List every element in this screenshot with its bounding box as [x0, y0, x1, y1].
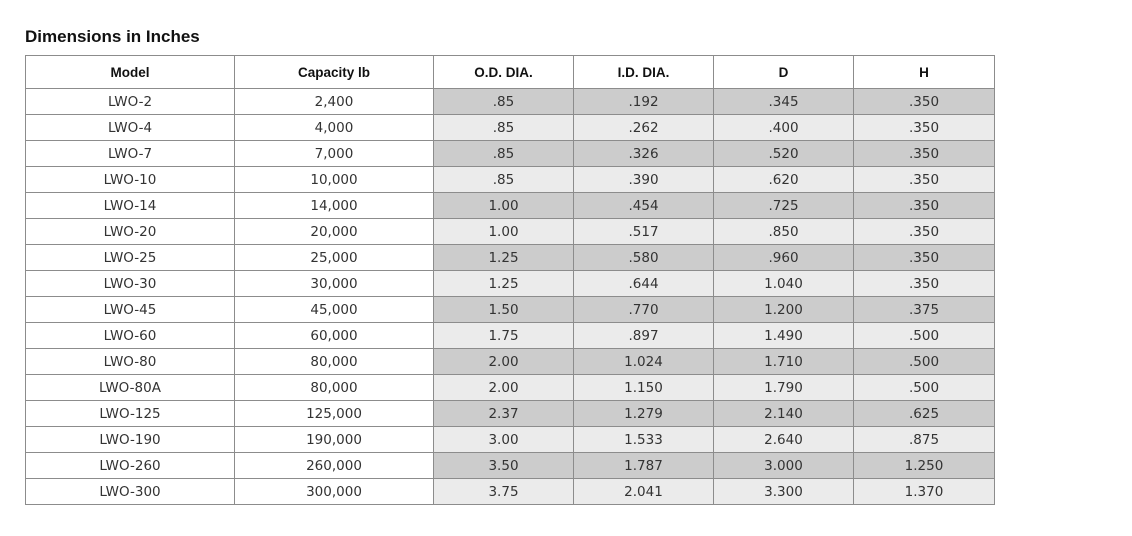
h-cell: .350: [854, 167, 995, 193]
d-cell: 2.140: [714, 401, 854, 427]
d-cell: 1.490: [714, 323, 854, 349]
od-dia-cell: 3.75: [434, 479, 574, 505]
capacity-cell: 10,000: [235, 167, 434, 193]
h-cell: .625: [854, 401, 995, 427]
od-dia-cell: 1.50: [434, 297, 574, 323]
id-dia-cell: .454: [574, 193, 714, 219]
model-cell: LWO-60: [26, 323, 235, 349]
d-cell: 3.300: [714, 479, 854, 505]
h-cell: .350: [854, 115, 995, 141]
table-row: [26, 167, 995, 193]
capacity-cell: 7,000: [235, 141, 434, 167]
h-cell: 1.250: [854, 453, 995, 479]
dimensions-table: [25, 55, 995, 505]
capacity-cell: 300,000: [235, 479, 434, 505]
model-cell: LWO-190: [26, 427, 235, 453]
table-row: [26, 245, 995, 271]
id-dia-cell: 1.787: [574, 453, 714, 479]
capacity-cell: 60,000: [235, 323, 434, 349]
d-cell: 1.710: [714, 349, 854, 375]
d-cell: 2.640: [714, 427, 854, 453]
h-cell: .500: [854, 375, 995, 401]
column-header-d: D: [714, 56, 854, 89]
id-dia-cell: 1.024: [574, 349, 714, 375]
h-cell: .875: [854, 427, 995, 453]
od-dia-cell: 1.25: [434, 245, 574, 271]
od-dia-cell: 3.00: [434, 427, 574, 453]
d-cell: 1.790: [714, 375, 854, 401]
table-header-row: [26, 56, 995, 89]
id-dia-cell: .644: [574, 271, 714, 297]
column-header-model: Model: [26, 56, 235, 89]
h-cell: .500: [854, 349, 995, 375]
id-dia-cell: 1.279: [574, 401, 714, 427]
id-dia-cell: 1.533: [574, 427, 714, 453]
model-cell: LWO-7: [26, 141, 235, 167]
d-cell: 1.200: [714, 297, 854, 323]
table-body: [26, 89, 995, 505]
table-row: [26, 193, 995, 219]
capacity-cell: 25,000: [235, 245, 434, 271]
capacity-cell: 2,400: [235, 89, 434, 115]
model-cell: LWO-2: [26, 89, 235, 115]
od-dia-cell: 1.75: [434, 323, 574, 349]
d-cell: .850: [714, 219, 854, 245]
table-row: [26, 427, 995, 453]
capacity-cell: 260,000: [235, 453, 434, 479]
capacity-cell: 80,000: [235, 375, 434, 401]
table-row: [26, 453, 995, 479]
id-dia-cell: .770: [574, 297, 714, 323]
d-cell: .725: [714, 193, 854, 219]
h-cell: .350: [854, 219, 995, 245]
table-row: [26, 323, 995, 349]
od-dia-cell: 1.25: [434, 271, 574, 297]
capacity-cell: 30,000: [235, 271, 434, 297]
od-dia-cell: .85: [434, 141, 574, 167]
od-dia-cell: 2.37: [434, 401, 574, 427]
d-cell: .400: [714, 115, 854, 141]
column-header-h: H: [854, 56, 995, 89]
table-row: [26, 271, 995, 297]
table-row: [26, 297, 995, 323]
table-row: [26, 115, 995, 141]
column-header-capacity: Capacity lb: [235, 56, 434, 89]
model-cell: LWO-260: [26, 453, 235, 479]
od-dia-cell: 1.00: [434, 193, 574, 219]
model-cell: LWO-125: [26, 401, 235, 427]
d-cell: 1.040: [714, 271, 854, 297]
model-cell: LWO-80A: [26, 375, 235, 401]
od-dia-cell: .85: [434, 89, 574, 115]
od-dia-cell: 1.00: [434, 219, 574, 245]
d-cell: .960: [714, 245, 854, 271]
model-cell: LWO-45: [26, 297, 235, 323]
d-cell: .345: [714, 89, 854, 115]
h-cell: .350: [854, 245, 995, 271]
table-row: [26, 141, 995, 167]
capacity-cell: 14,000: [235, 193, 434, 219]
model-cell: LWO-300: [26, 479, 235, 505]
model-cell: LWO-20: [26, 219, 235, 245]
table-row: [26, 479, 995, 505]
od-dia-cell: 2.00: [434, 349, 574, 375]
id-dia-cell: .390: [574, 167, 714, 193]
id-dia-cell: .517: [574, 219, 714, 245]
model-cell: LWO-25: [26, 245, 235, 271]
od-dia-cell: 2.00: [434, 375, 574, 401]
column-header-od-dia: O.D. DIA.: [434, 56, 574, 89]
id-dia-cell: .192: [574, 89, 714, 115]
table-row: [26, 89, 995, 115]
table-row: [26, 219, 995, 245]
id-dia-cell: 1.150: [574, 375, 714, 401]
column-header-id-dia: I.D. DIA.: [574, 56, 714, 89]
h-cell: .350: [854, 141, 995, 167]
od-dia-cell: .85: [434, 167, 574, 193]
h-cell: .375: [854, 297, 995, 323]
d-cell: .620: [714, 167, 854, 193]
model-cell: LWO-14: [26, 193, 235, 219]
h-cell: 1.370: [854, 479, 995, 505]
od-dia-cell: 3.50: [434, 453, 574, 479]
capacity-cell: 80,000: [235, 349, 434, 375]
d-cell: 3.000: [714, 453, 854, 479]
capacity-cell: 4,000: [235, 115, 434, 141]
model-cell: LWO-4: [26, 115, 235, 141]
id-dia-cell: .897: [574, 323, 714, 349]
model-cell: LWO-30: [26, 271, 235, 297]
h-cell: .350: [854, 89, 995, 115]
capacity-cell: 125,000: [235, 401, 434, 427]
model-cell: LWO-10: [26, 167, 235, 193]
id-dia-cell: 2.041: [574, 479, 714, 505]
h-cell: .500: [854, 323, 995, 349]
d-cell: .520: [714, 141, 854, 167]
id-dia-cell: .580: [574, 245, 714, 271]
table-row: [26, 401, 995, 427]
capacity-cell: 190,000: [235, 427, 434, 453]
h-cell: .350: [854, 271, 995, 297]
h-cell: .350: [854, 193, 995, 219]
od-dia-cell: .85: [434, 115, 574, 141]
id-dia-cell: .262: [574, 115, 714, 141]
id-dia-cell: .326: [574, 141, 714, 167]
model-cell: LWO-80: [26, 349, 235, 375]
table-row: [26, 375, 995, 401]
capacity-cell: 20,000: [235, 219, 434, 245]
page-title: Dimensions in Inches: [25, 27, 200, 46]
table-row: [26, 349, 995, 375]
capacity-cell: 45,000: [235, 297, 434, 323]
